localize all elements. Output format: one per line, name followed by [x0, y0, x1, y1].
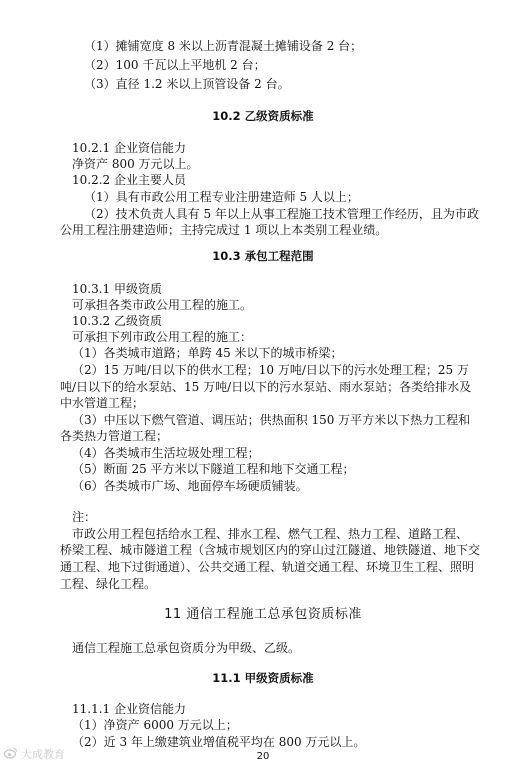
text-line: 桥梁工程、城市隧道工程（含城市规划区内的穿山过江隧道、地铁隧道、地下交	[60, 543, 481, 557]
text-line: （1）摊铺宽度 8 米以上沥青混凝土摊铺设备 2 台；	[84, 39, 363, 53]
text-line: 净资产 800 万元以上。	[72, 157, 199, 171]
text-line: （3）直径 1.2 米以上顶管设备 2 台。	[84, 77, 290, 91]
text-line: 公用工程注册建造师；主持完成过 1 项以上本类别工程业绩。	[60, 223, 388, 237]
text-line: 通信工程施工总承包资质分为甲级、乙级。	[72, 641, 301, 655]
text-line: （1）具有市政公用工程专业注册建造师 5 人以上；	[84, 190, 359, 204]
text-line: （2）100 千瓦以上平地机 2 台；	[84, 58, 266, 72]
text-line: （4）各类城市生活垃圾处理工程；	[72, 446, 260, 460]
text-line: （6）各类城市广场、地面停车场硬质铺装。	[72, 479, 308, 493]
text-line: 市政公用工程包括给水工程、排水工程、燃气工程、热力工程、道路工程、	[72, 527, 469, 541]
text-line: 10.3.2 乙级资质	[72, 314, 162, 328]
text-line: 各类热力管道工程；	[60, 429, 169, 443]
text-line: 中水管道工程；	[60, 396, 145, 410]
section-heading-10-2: 10.2 乙级资质标准	[212, 109, 314, 123]
section-heading-11-1: 11.1 甲级资质标准	[212, 671, 314, 685]
page-number: 20	[256, 751, 270, 762]
text-line: 吨/日以下的给水泵站、15 万吨/日以下的污水泵站、雨水泵站；各类给排水及	[60, 380, 472, 394]
text-line: 可承担下列市政公用工程的施工：	[72, 330, 253, 344]
text-line: 11.1.1 企业资信能力	[72, 702, 186, 716]
text-line: （1）各类城市道路；单跨 45 米以下的城市桥梁；	[72, 346, 343, 360]
chapter-heading-11: 11 通信工程施工总承包资质标准	[164, 607, 362, 622]
text-line: （2）15 万吨/日以下的供水工程；10 万吨/日以下的污水处理工程；25 万	[72, 363, 469, 377]
text-line: （2）技术负责人具有 5 年以上从事工程施工技术管理工作经历，且为市政	[84, 207, 479, 221]
watermark-text: 大成教育	[21, 748, 65, 761]
text-line: （1）净资产 6000 万元以上；	[72, 718, 238, 732]
text-line: 可承担各类市政公用工程的施工。	[72, 298, 253, 312]
text-line: （5）断面 25 平方米以下隧道工程和地下交通工程；	[72, 462, 355, 476]
text-line: 工程、绿化工程。	[60, 577, 157, 591]
text-line: 通工程、地下过街通道）、公共交通工程、轨道交通工程、环境卫生工程、照明	[60, 560, 475, 574]
text-line: 10.2.2 企业主要人员	[72, 173, 186, 187]
section-heading-10-3: 10.3 承包工程范围	[212, 249, 314, 263]
text-line: 10.2.1 企业资信能力	[72, 141, 186, 155]
text-line: 10.3.1 甲级资质	[72, 282, 162, 296]
text-line: （2）近 3 年上缴建筑业增值税平均在 800 万元以上。	[72, 735, 366, 749]
note-label: 注：	[72, 510, 97, 524]
text-line: （3）中压以下燃气管道、调压站；供热面积 150 万平方米以下热力工程和	[72, 413, 471, 427]
